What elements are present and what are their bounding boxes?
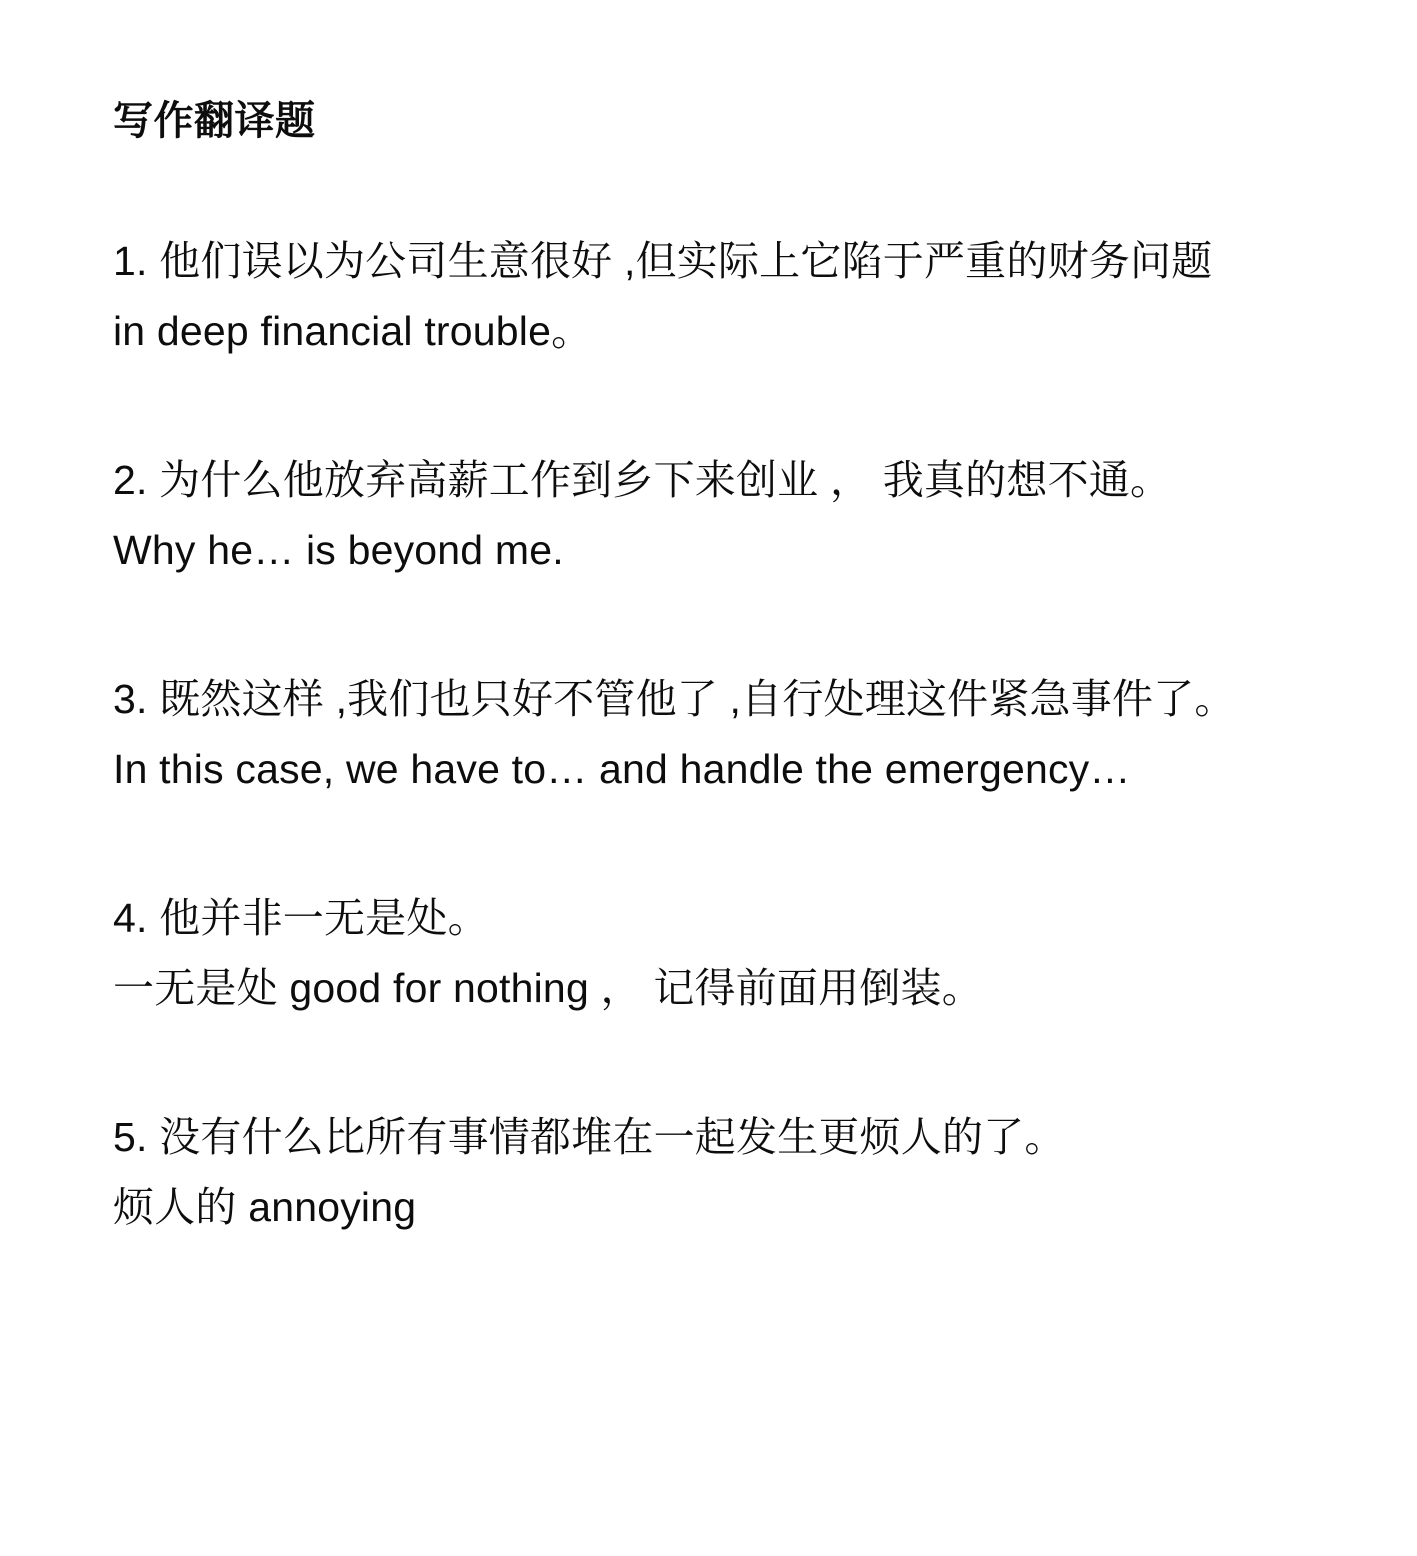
question-text: 1. 他们误以为公司生意很好 ,但实际上它陷于严重的财务问题 <box>113 238 1213 284</box>
translation-item <box>113 230 1307 363</box>
answer-text: In this case, we have to… and handle the emergency… <box>113 745 1131 792</box>
question-text: 3. 既然这样 ,我们也只好不管他了 ,自行处理这件紧急事件了。 <box>113 676 1236 723</box>
translation-item <box>113 668 1307 801</box>
answer-text: 一无是处 good for nothing ， 记得前面用倒装。 <box>113 964 983 1011</box>
translation-item <box>113 1106 1307 1239</box>
question-text: 2. 为什么他放弃高薪工作到乡下来创业 ， 我真的想不通。 <box>113 457 1172 504</box>
translation-item <box>113 449 1307 582</box>
question-text: 5. 没有什么比所有事情都堆在一起发生更烦人的了。 <box>113 1114 1066 1161</box>
answer-text: 烦人的 annoying <box>113 1183 417 1230</box>
answer-text: Why he… is beyond me. <box>113 526 564 573</box>
page-title: 写作翻译题 <box>113 99 316 143</box>
question-text: 4. 他并非一无是处。 <box>113 895 489 942</box>
translation-item <box>113 887 1307 1020</box>
answer-text: in deep financial trouble。 <box>113 307 593 354</box>
